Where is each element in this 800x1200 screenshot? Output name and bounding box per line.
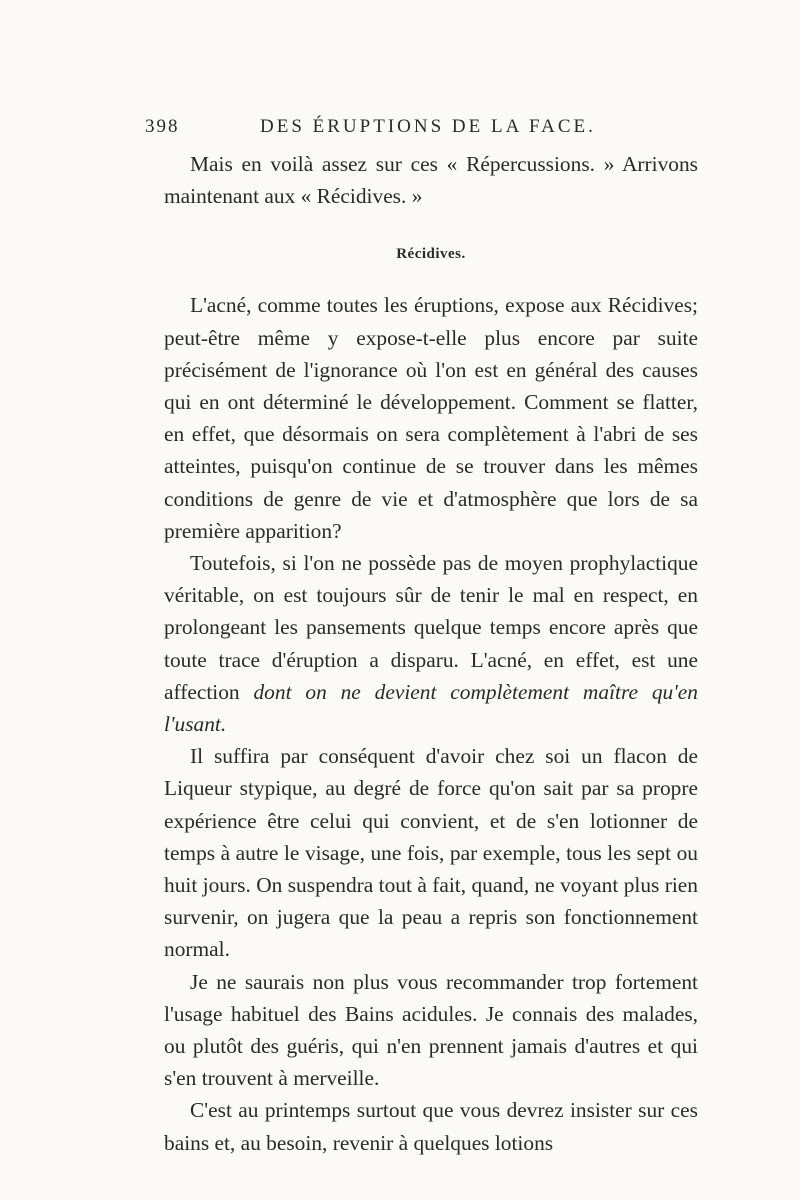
paragraph-3-italic: dont on ne devient complètement maître qu'en l'usant. xyxy=(164,679,698,737)
page-number: 398 xyxy=(145,116,180,137)
running-title: DES ÉRUPTIONS DE LA FACE. xyxy=(260,116,596,137)
paragraph-2: L'acné, comme toutes les éruptions, expose aux Récidives; peut-être même y expose-t-elle plus encore par suite précisément de l'ignorance où l'on est en général des causes qui en ont déterminé le développement. Comment se flatter, en effet, que désormais on sera complètement à l'abri de ses atteintes, puisqu'on continue de se trouver dans les mêmes conditions de genre de vie et d'atmosphère que lors de sa première apparition? xyxy=(164,293,698,543)
body-text xyxy=(164,148,698,1159)
paragraph-3 xyxy=(164,547,698,740)
paragraph-1: Mais en voilà assez sur ces « Répercussions. » Arrivons maintenant aux « Récidives. » xyxy=(164,152,698,209)
paragraph-3-text: Toutefois, si l'on ne possède pas de moyen prophylactique véritable, on est toujours sûr de tenir le mal en respect, en prolongeant les pansements quelque temps encore après que toute trace d'éruption a disparu. L'acné, en effet, est une affection xyxy=(164,551,698,704)
running-head xyxy=(145,116,705,146)
section-title: Récidives. xyxy=(396,246,466,263)
paragraph-4: Il suffira par conséquent d'avoir chez soi un flacon de Liqueur stypique, au degré de force qu'on sait par sa propre expérience être celui qui convient, et de s'en lotionner de temps à autre le visage, une fois, par exemple, tous les sept ou huit jours. On suspendra tout à fait, quand, ne voyant plus rien survenir, on jugera que la peau a repris son fonctionnement normal. xyxy=(164,744,698,962)
paragraph-6: C'est au printemps surtout que vous devrez insister sur ces bains et, au besoin, revenir à quelques lotions xyxy=(164,1098,698,1155)
paragraph-5: Je ne saurais non plus vous recommander trop fortement l'usage habituel des Bains acidules. Je connais des malades, ou plutôt des guéris, qui n'en prennent jamais d'autres et qui s'en trouvent à merveille. xyxy=(164,969,698,1091)
